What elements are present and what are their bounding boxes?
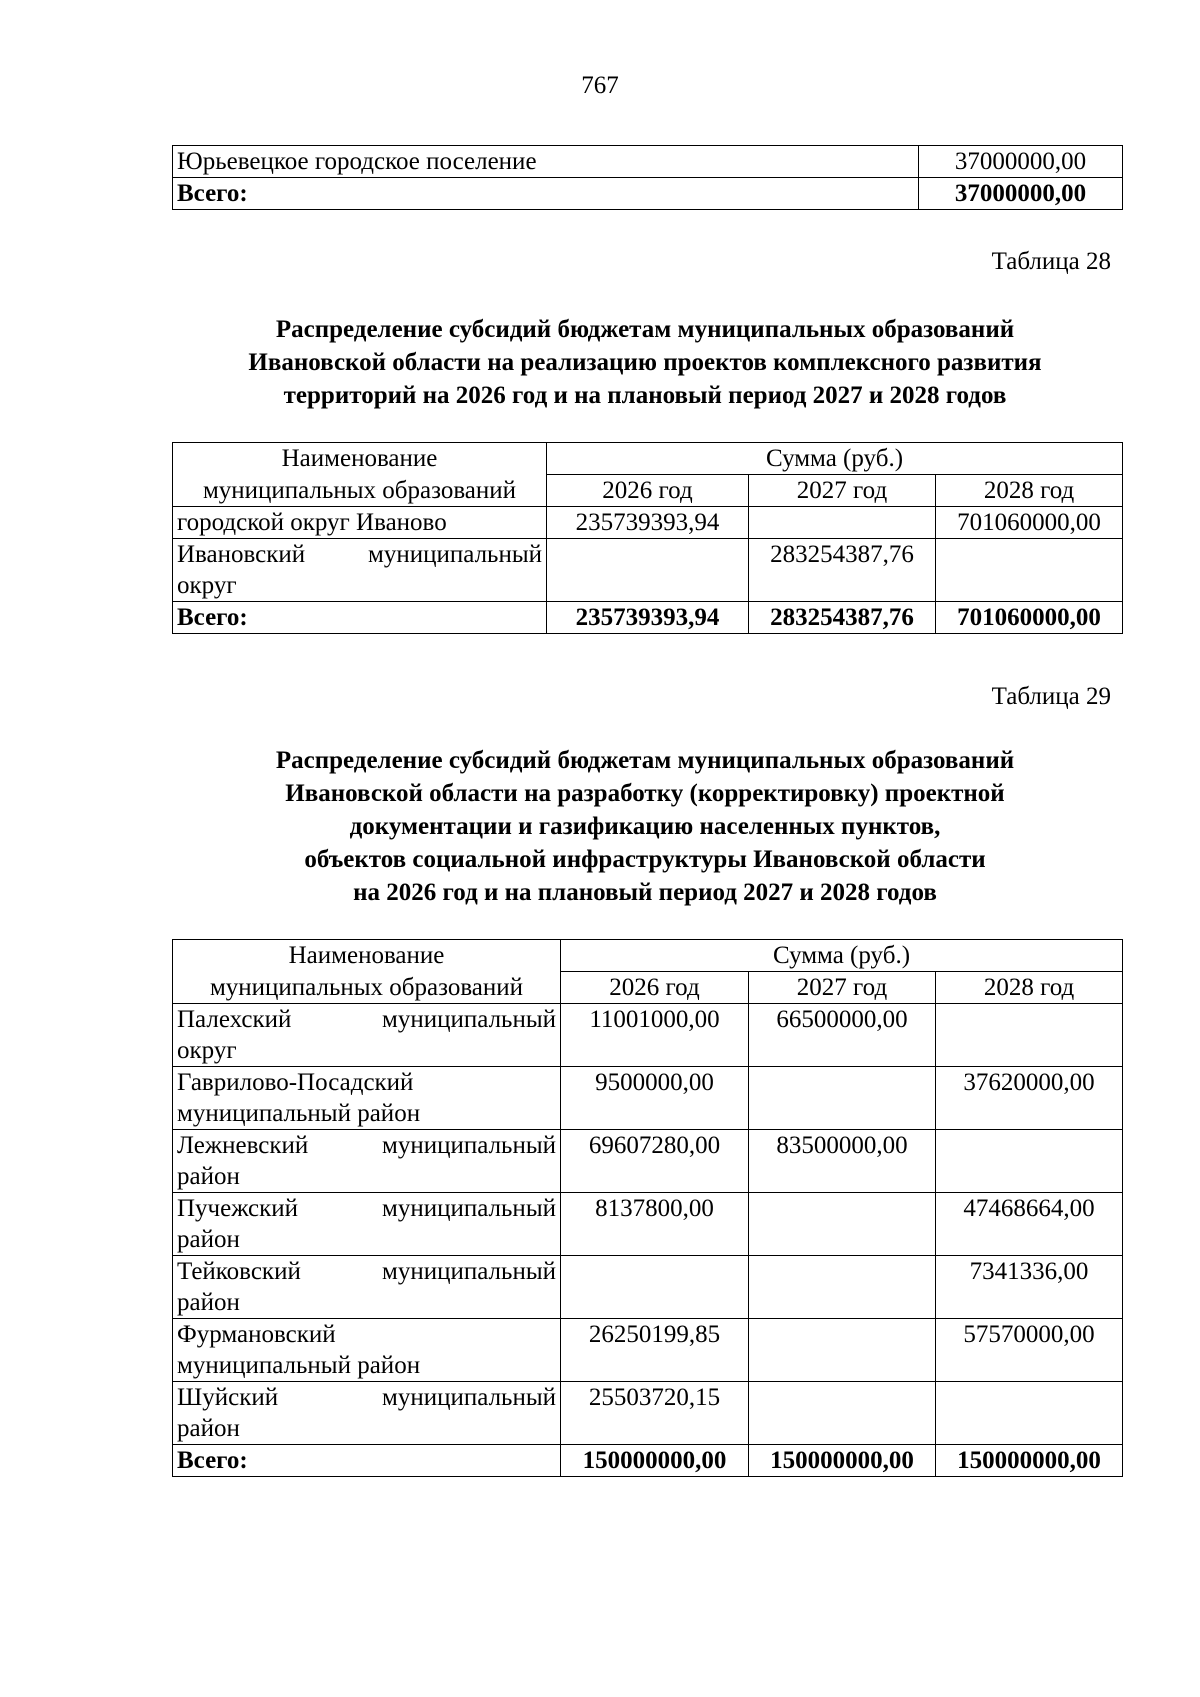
title-line: документации и газификацию населенных пунктов, (349, 813, 941, 840)
year-header-2026: 2026 год (561, 972, 749, 1004)
page-number: 767 (581, 72, 619, 99)
amount-2026: 235739393,94 (547, 507, 749, 539)
table-29-caption: Таблица 29 (991, 683, 1111, 710)
amount-2028 (936, 1382, 1123, 1445)
amount-2028: 37620000,00 (936, 1067, 1123, 1130)
amount-2026: 25503720,15 (561, 1382, 749, 1445)
name-line-2: округ (177, 572, 237, 599)
table-28 (172, 442, 1123, 634)
table-28-title (0, 313, 1200, 412)
year-header-2028: 2028 год (936, 475, 1123, 507)
total-row (173, 178, 1123, 210)
name-header-line2: муниципальных образований (173, 475, 547, 507)
name-line-1: Фурмановский (177, 1321, 336, 1348)
name-line-2: район (177, 1415, 240, 1442)
total-2027: 283254387,76 (749, 602, 936, 634)
amount-2028 (936, 1004, 1123, 1067)
top-table (172, 145, 1123, 210)
name-line-2: район (177, 1163, 240, 1190)
table-row (173, 1130, 1123, 1193)
title-line: территорий на 2026 год и на плановый период 2027 и 2028 годов (283, 382, 1007, 409)
total-row (173, 1445, 1123, 1477)
name-line-1: Пучежский муниципальный (177, 1195, 556, 1222)
amount-2028 (936, 1130, 1123, 1193)
name-line-1: Ивановский муниципальный (177, 541, 542, 568)
amount-2026: 69607280,00 (561, 1130, 749, 1193)
amount-2027 (749, 1193, 936, 1256)
name-line-1: Гаврилово-Посадский (177, 1069, 414, 1096)
amount-2028: 701060000,00 (936, 507, 1123, 539)
header-row (173, 475, 1123, 507)
header-row (173, 972, 1123, 1004)
total-row (173, 602, 1123, 634)
amount-2027 (749, 1067, 936, 1130)
title-line: Распределение субсидий бюджетам муниципальных образований (275, 316, 1015, 343)
header-row (173, 443, 1123, 475)
amount-2028: 47468664,00 (936, 1193, 1123, 1256)
amount-2026 (547, 539, 749, 602)
table-28-caption: Таблица 28 (991, 248, 1111, 275)
total-label: Всего: (173, 178, 919, 210)
amount-2028: 57570000,00 (936, 1319, 1123, 1382)
total-label: Всего: (173, 1445, 561, 1477)
municipality-name: городской округ Иваново (173, 507, 547, 539)
amount-2026: 11001000,00 (561, 1004, 749, 1067)
total-label: Всего: (173, 602, 547, 634)
table-row (173, 1004, 1123, 1067)
year-header-2028: 2028 год (936, 972, 1123, 1004)
name-header-line2: муниципальных образований (173, 972, 561, 1004)
amount-2027 (749, 1382, 936, 1445)
year-header-2027: 2027 год (749, 475, 936, 507)
amount-2027 (749, 1319, 936, 1382)
municipality-name (173, 1067, 561, 1130)
amount-2026: 9500000,00 (561, 1067, 749, 1130)
title-line: Распределение субсидий бюджетам муниципальных образований (275, 747, 1015, 774)
table-row (173, 1256, 1123, 1319)
name-header: Наименование (173, 443, 547, 475)
total-amount: 37000000,00 (919, 178, 1123, 210)
municipality-name (173, 1193, 561, 1256)
table-row (173, 1193, 1123, 1256)
amount-2027: 83500000,00 (749, 1130, 936, 1193)
title-line: объектов социальной инфраструктуры Ивановской области (304, 846, 986, 873)
amount-2026: 26250199,85 (561, 1319, 749, 1382)
total-2026: 235739393,94 (547, 602, 749, 634)
table-row (173, 1382, 1123, 1445)
table-29 (172, 939, 1123, 1477)
name-line-1: Тейковский муниципальный (177, 1258, 556, 1285)
amount-2028: 7341336,00 (936, 1256, 1123, 1319)
name-line-2: район (177, 1289, 240, 1316)
table-29-title (0, 744, 1200, 909)
table-row (173, 146, 1123, 178)
municipality-name (173, 1256, 561, 1319)
municipality-name (173, 1382, 561, 1445)
amount-2027 (749, 507, 936, 539)
municipality-name (173, 1004, 561, 1067)
amount-cell: 37000000,00 (919, 146, 1123, 178)
amount-2027: 283254387,76 (749, 539, 936, 602)
municipality-name (173, 1130, 561, 1193)
year-header-2027: 2027 год (749, 972, 936, 1004)
header-row (173, 940, 1123, 972)
title-line: на 2026 год и на плановый период 2027 и 2028 годов (353, 879, 937, 906)
total-2028: 701060000,00 (936, 602, 1123, 634)
municipality-name (173, 1319, 561, 1382)
year-header-2026: 2026 год (547, 475, 749, 507)
sum-header: Сумма (руб.) (547, 443, 1123, 475)
municipality-name (173, 539, 547, 602)
title-line: Ивановской области на разработку (корректировку) проектной (285, 780, 1005, 807)
table-row (173, 1067, 1123, 1130)
amount-2027 (749, 1256, 936, 1319)
table-row (173, 507, 1123, 539)
amount-2027: 66500000,00 (749, 1004, 936, 1067)
name-line-1: Палехский муниципальный (177, 1006, 556, 1033)
total-2026: 150000000,00 (561, 1445, 749, 1477)
total-2027: 150000000,00 (749, 1445, 936, 1477)
table-row (173, 539, 1123, 602)
title-line: Ивановской области на реализацию проектов комплексного развития (248, 349, 1042, 376)
name-line-2: муниципальный район (177, 1100, 421, 1127)
name-line-2: муниципальный район (177, 1352, 421, 1379)
name-line-2: округ (177, 1037, 237, 1064)
municipality-name: Юрьевецкое городское поселение (173, 146, 919, 178)
name-header: Наименование (173, 940, 561, 972)
total-2028: 150000000,00 (936, 1445, 1123, 1477)
name-line-2: район (177, 1226, 240, 1253)
sum-header: Сумма (руб.) (561, 940, 1123, 972)
amount-2026: 8137800,00 (561, 1193, 749, 1256)
name-line-1: Лежневский муниципальный (177, 1132, 556, 1159)
amount-2026 (561, 1256, 749, 1319)
name-line-1: Шуйский муниципальный (177, 1384, 556, 1411)
amount-2028 (936, 539, 1123, 602)
table-row (173, 1319, 1123, 1382)
